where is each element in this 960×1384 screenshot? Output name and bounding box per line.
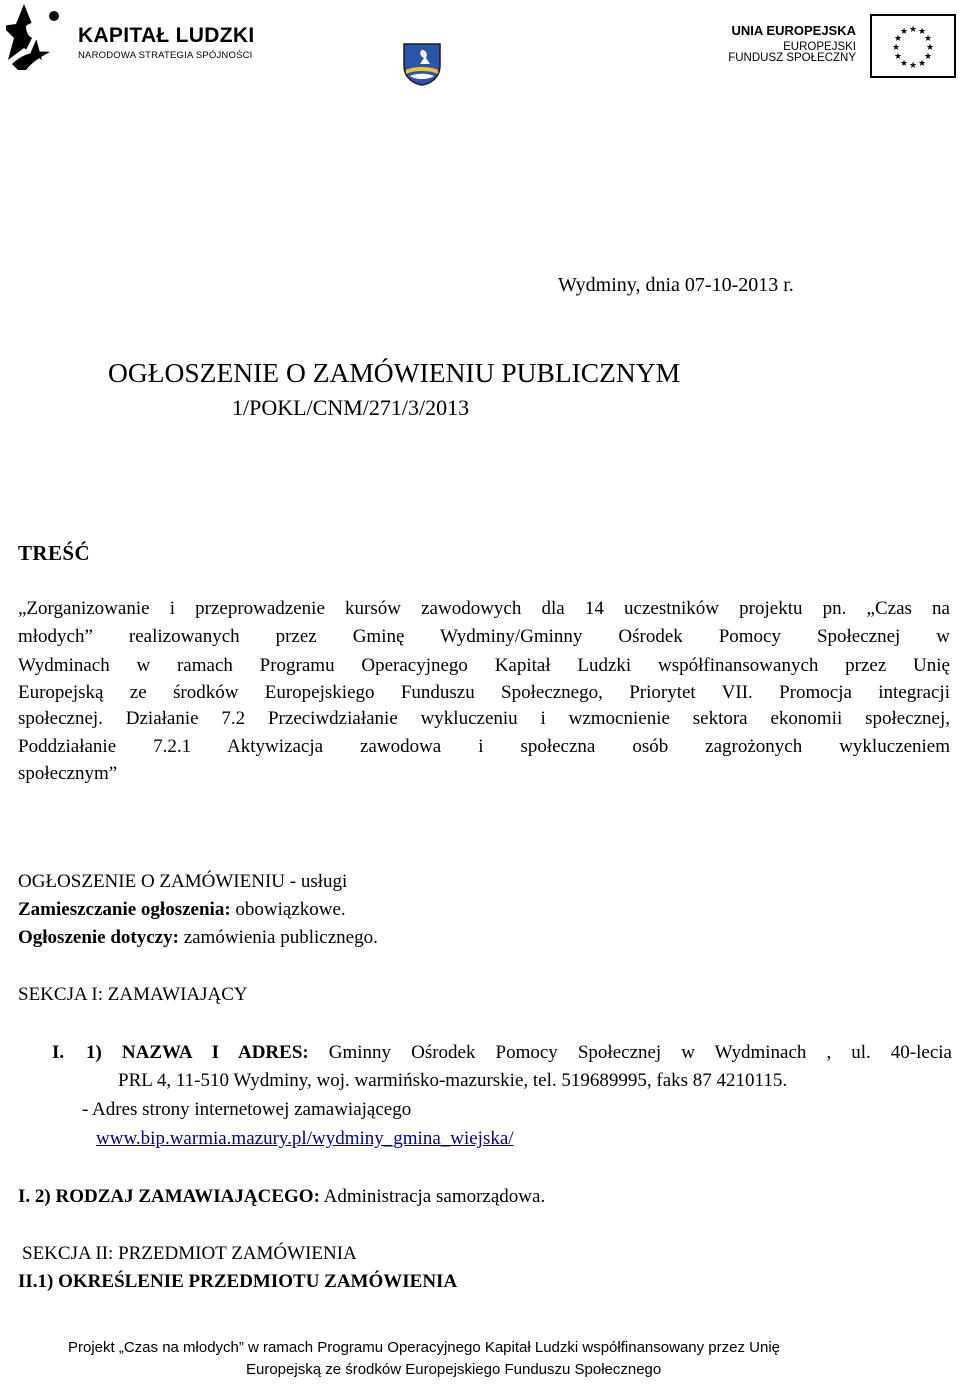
placement-value: obowiązkowe. [235,899,346,920]
footer-line-2: Europejską ze środków Europejskiego Funduszu Społecznego [246,1361,662,1378]
svg-text:★: ★ [908,61,918,71]
coat-of-arms-icon [402,42,442,86]
document-reference-number: 1/POKL/CNM/271/3/2013 [232,395,470,420]
body-line-3: Wydminach w ramach Programu Operacyjnego Kapitał Ludzki współfinansowanych przez Unię [18,655,950,676]
notice-type: OGŁOSZENIE O ZAMÓWIENIU - usługi [18,871,348,892]
item2-value: Administracja samorządowa. [323,1186,546,1207]
eu-fund-line2: FUNDUSZ SPOŁECZNY [728,52,856,64]
svg-text:★: ★ [899,59,909,69]
section1-item1-line2: PRL 4, 11-510 Wydminy, woj. warmińsko-mazurskie, tel. 519689995, faks 87 4210115. [118,1070,788,1091]
svg-text:★: ★ [923,52,933,62]
notice-placement [18,897,346,922]
kapital-ludzki-subtitle: NARODOWA STRATEGIA SPÓJNOŚCI [78,50,253,61]
document-date: Wydminy, dnia 07-10-2013 r. [558,274,794,296]
section2-heading: SEKCJA II: PRZEDMIOT ZAMÓWIENIA [22,1243,357,1264]
eu-logo [730,12,956,82]
eu-title: UNIA EUROPEJSKA [731,23,856,38]
eu-fund-line1: EUROPEJSKI [783,41,856,53]
notice-concerns [18,925,378,950]
item1-prefix: I. [52,1042,65,1063]
svg-text:★: ★ [925,43,935,53]
body-line-5: społecznej. Działanie 7.2 Przeciwdziałanie wykluczeniu i wzmocnienie sektora ekonomii społecznej, [18,708,950,729]
body-line-2: młodych” realizowanych przez Gminę Wydminy/Gminny Ośrodek Pomocy Społecznej w [18,626,950,647]
svg-text:★: ★ [917,59,927,69]
eu-stars-icon [872,16,954,76]
body-line-1: „Zorganizowanie i przeprowadzenie kursów zawodowych dla 14 uczestników projektu pn. „Czas na [18,598,950,619]
kapital-ludzki-emblem-icon [6,4,70,72]
website-label: - Adres strony internetowej zamawiającego [82,1099,412,1120]
item1-label: 1) NAZWA I ADRES: [86,1042,309,1063]
kapital-ludzki-logo [6,4,256,74]
section1-item1 [86,1040,952,1065]
svg-text:★: ★ [891,43,901,53]
website-link-row [96,1126,514,1151]
svg-text:★: ★ [917,27,927,37]
section2-item1: II.1) OKREŚLENIE PRZEDMIOTU ZAMÓWIENIA [18,1271,458,1292]
body-line-7: społecznym” [18,763,118,784]
svg-text:★: ★ [893,34,903,44]
kapital-ludzki-title: KAPITAŁ LUDZKI [78,24,255,47]
footer-line-1: Projekt „Czas na młodych” w ramach Programu Operacyjnego Kapitał Ludzki współfinansowany przez Unię [68,1339,780,1356]
svg-text:★: ★ [899,27,909,37]
item1-value: Gminny Ośrodek Pomocy Społecznej w Wydminach , ul. 40-lecia [328,1042,952,1063]
wydminy-coat-of-arms [402,42,442,86]
content-heading: TREŚĆ [18,541,91,565]
svg-text:★: ★ [893,52,903,62]
document-title: OGŁOSZENIE O ZAMÓWIENIU PUBLICZNYM [108,357,681,388]
website-link[interactable]: www.bip.warmia.mazury.pl/wydminy_gmina_wiejska/ [96,1128,514,1149]
section1-heading: SEKCJA I: ZAMAWIAJĄCY [18,984,248,1005]
svg-text:★: ★ [923,34,933,44]
body-line-4: Europejską ze środków Europejskiego Funduszu Społecznego, Priorytet VII. Promocja integracji [18,682,950,703]
placement-label: Zamieszczanie ogłoszenia: [18,899,231,920]
concerns-label: Ogłoszenie dotyczy: [18,927,179,948]
eu-flag-icon [870,14,956,78]
concerns-value: zamówienia publicznego. [183,927,378,948]
section1-item1-prefix [52,1040,64,1065]
svg-text:★: ★ [908,25,918,35]
body-line-6: Poddziałanie 7.2.1 Aktywizacja zawodowa i społeczna osób zagrożonych wykluczeniem [18,736,950,757]
item2-label: I. 2) RODZAJ ZAMAWIAJĄCEGO: [18,1186,320,1207]
section1-item2 [18,1184,545,1209]
